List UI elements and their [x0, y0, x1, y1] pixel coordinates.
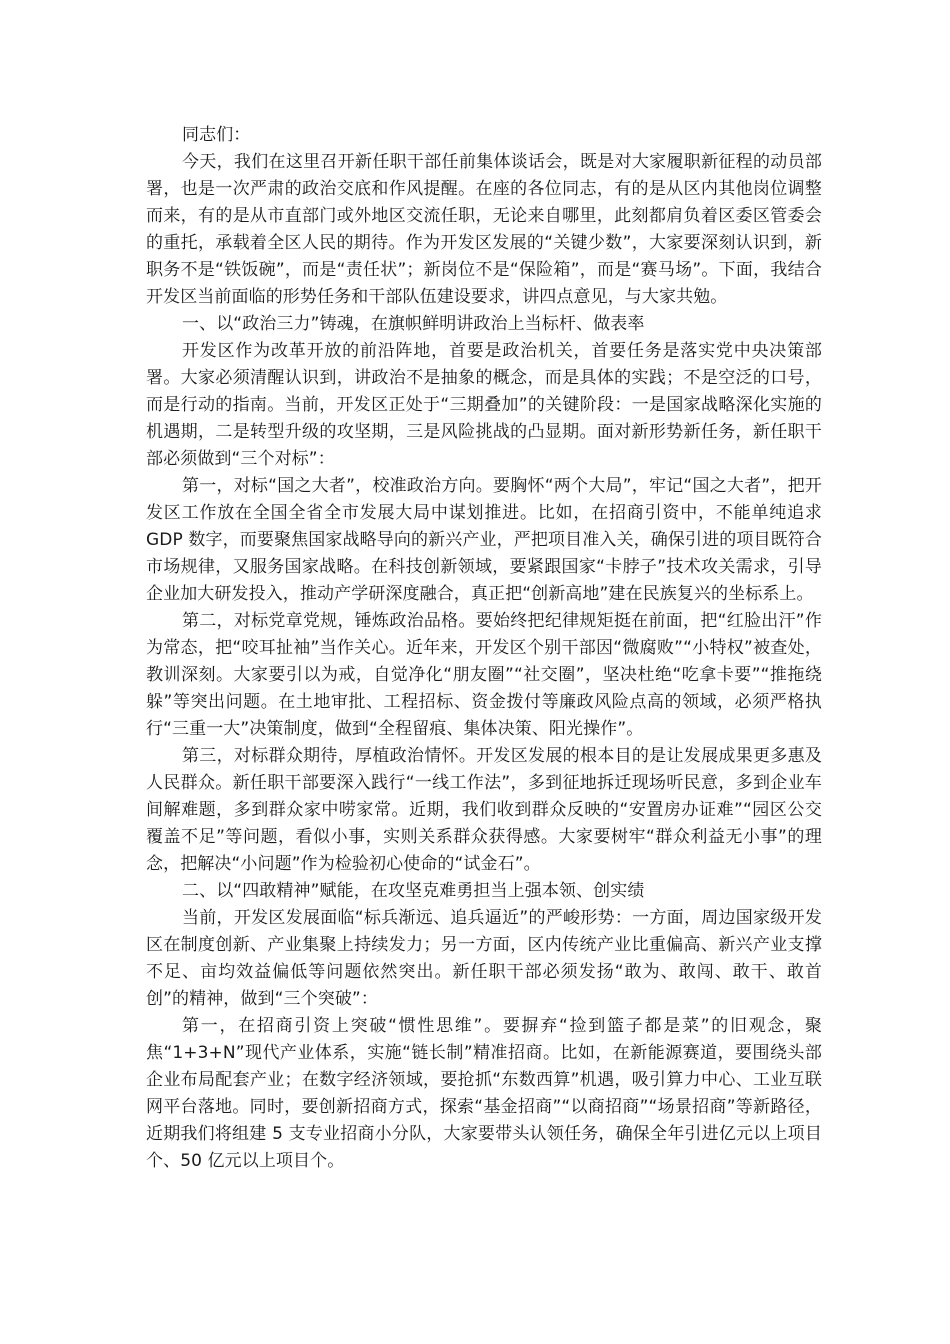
section-heading-2: 二、以“四敢精神”赋能，在攻坚克难勇担当上强本领、创实绩: [182, 881, 645, 901]
paragraph: 第二，对标党章党规，锤炼政治品格。要始终把纪律规矩挺在前面，把“红脸出汗”作为常态，把“咬耳扯袖”当作关心。近年来，开发区个别干部因“微腐败”“小特权”被查处，教训深刻。大家要引以为戒，自觉净化“朋友圈”“社交圈”，坚决杜绝“吃拿卡要”“推拖绕躲”等突出问题。在土地审批、工程招标、资金拨付等廉政风险点高的领域，必须严格执行“三重一大”决策制度，做到“全程留痕、集体决策、阳光操作”。: [146, 611, 822, 739]
paragraph: 开发区作为改革开放的前沿阵地，首要是政治机关，首要任务是落实党中央决策部署。大家必须清醒认识到，讲政治不是抽象的概念，而是具体的实践；不是空泛的口号，而是行动的指南。当前，开发区正处于“三期叠加”的关键阶段：一是国家战略深化实施的机遇期，二是转型升级的攻坚期，三是风险挑战的凸显期。面对新形势新任务，新任职干部必须做到“三个对标”：: [146, 341, 822, 469]
salutation: 同志们：: [182, 125, 251, 145]
section-heading-1: 一、以“政治三力”铸魂，在旗帜鲜明讲政治上当标杆、做表率: [182, 314, 645, 334]
paragraph: 第一，在招商引资上突破“惯性思维”。要摒弃“捡到篮子都是菜”的旧观念，聚焦“1+3+N”现代产业体系，实施“链长制”精准招商。比如，在新能源赛道，要围绕头部企业布局配套产业；在数字经济领域，要抢抓“东数西算”机遇，吸引算力中心、工业互联网平台落地。同时，要创新招商方式，探索“基金招商”“以商招商”“场景招商”等新路径，近期我们将组建 5 支专业招商小分队，大家要带头认领任务，确保全年引进亿元以上项目个、50 亿元以上项目个。: [146, 1016, 822, 1171]
paragraph-intro: 今天，我们在这里召开新任职干部任前集体谈话会，既是对大家履职新征程的动员部署，也是一次严肃的政治交底和作风提醒。在座的各位同志，有的是从区内其他岗位调整而来，有的是从市直部门或外地区交流任职，无论来自哪里，此刻都肩负着区委区管委会的重托，承载着全区人民的期待。作为开发区发展的“关键少数”，大家要深刻认识到，新职务不是“铁饭碗”，而是“责任状”；新岗位不是“保险箱”，而是“赛马场”。下面，我结合开发区当前面临的形势任务和干部队伍建设要求，讲四点意见，与大家共勉。: [146, 152, 822, 307]
paragraph: 第一，对标“国之大者”，校准政治方向。要胸怀“两个大局”，牢记“国之大者”，把开发区工作放在全国全省全市发展大局中谋划推进。比如，在招商引资中，不能单纯追求 GDP 数字，而要聚焦国家战略导向的新兴产业，严把项目准入关，确保引进的项目既符合市场规律，又服务国家战略。在科技创新领域，要紧跟国家“卡脖子”技术攻关需求，引导企业加大研发投入，推动产学研深度融合，真正把“创新高地”建在民族复兴的坐标系上。: [146, 476, 822, 604]
paragraph: 第三，对标群众期待，厚植政治情怀。开发区发展的根本目的是让发展成果更多惠及人民群众。新任职干部要深入践行“一线工作法”，多到征地拆迁现场听民意，多到企业车间解难题，多到群众家中唠家常。近期，我们收到群众反映的“安置房办证难”“园区公交覆盖不足”等问题，看似小事，实则关系群众获得感。大家要树牢“群众利益无小事”的理念，把解决“小问题”作为检验初心使命的“试金石”。: [146, 746, 822, 874]
paragraph: 当前，开发区发展面临“标兵渐远、追兵逼近”的严峻形势：一方面，周边国家级开发区在制度创新、产业集聚上持续发力；另一方面，区内传统产业比重偏高、新兴产业支撑不足、亩均效益偏低等问题依然突出。新任职干部必须发扬“敢为、敢闯、敢干、敢首创”的精神，做到“三个突破”：: [146, 908, 822, 1009]
document-body: [146, 122, 822, 1175]
